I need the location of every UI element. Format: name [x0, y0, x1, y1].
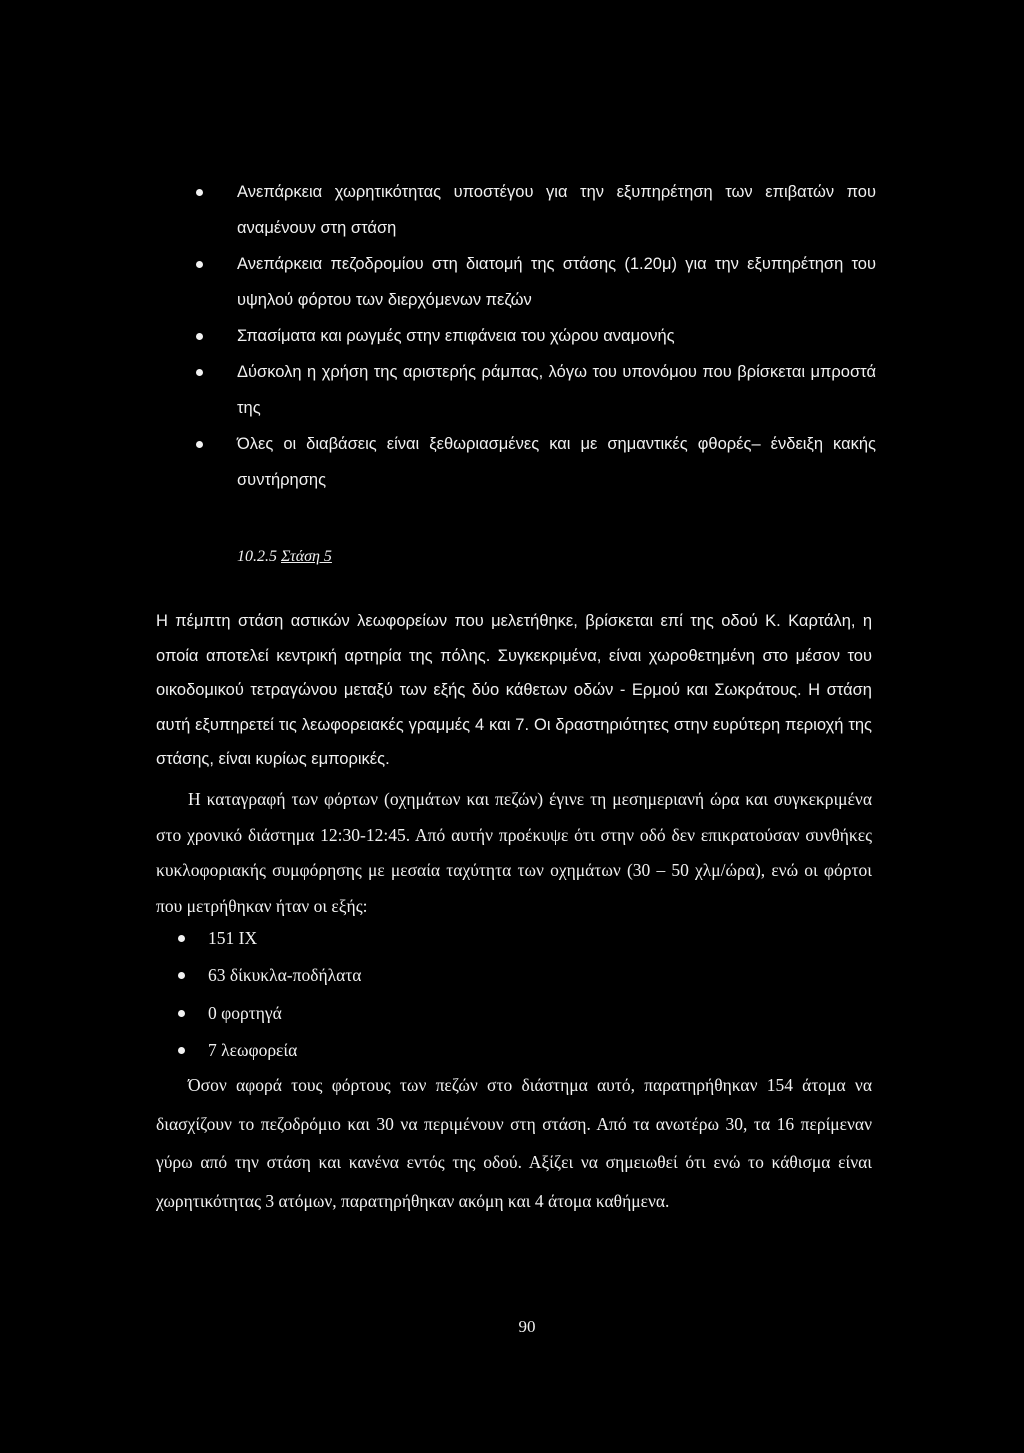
bullet-icon: [196, 441, 203, 448]
list-item-text: Όλες οι διαβάσεις είναι ξεθωριασμένες και με σημαντικές φθορές– ένδειξη κακής συντήρησης: [237, 435, 876, 489]
section-number: 10.2.5: [237, 548, 277, 565]
list-item-text: Ανεπάρκεια πεζοδρομίου στη διατομή της στάσης (1.20μ) για την εξυπηρέτηση του υψηλού φόρτου των διερχόμενων πεζών: [237, 255, 876, 309]
list-item: [196, 174, 876, 246]
list-item: [196, 246, 876, 318]
bullet-icon: [178, 935, 185, 942]
list-item-text: 7 λεωφορεία: [208, 1039, 298, 1060]
stop-issues-list: [196, 174, 876, 498]
intro-paragraph: Η πέμπτη στάση αστικών λεωφορείων που μελετήθηκε, βρίσκεται επί της οδού Κ. Καρτάλη, η οποία αποτελεί κεντρική αρτηρία της πόλης. Συγκεκριμένα, είναι χωροθετημένη στο μέσον του οικοδομικού τετραγώνου μεταξύ των εξής δύο κάθετων οδών - Ερμού και Σωκράτους. Η στάση αυτή εξυπηρετεί τις λεωφορειακές γραμμές 4 και 7. Οι δραστηριότητες στην ευρύτερη περιοχή της στάσης, είναι κυρίως εμπορικές.: [156, 612, 872, 768]
list-item-text: 63 δίκυκλα-ποδήλατα: [208, 965, 362, 986]
counts-paragraph: Η καταγραφή των φόρτων (οχημάτων και πεζών) έγινε τη μεσημεριανή ώρα και συγκεκριμένα στο χρονικό διάστημα 12:30-12:45. Από αυτήν προέκυψε ότι στην οδό δεν επικρατούσαν συνθήκες κυκλοφοριακής συμφόρησης με μεσαία ταχύτητα των οχημάτων (30 – 50 χλμ/ώρα), ενώ οι φόρτοι που μετρήθηκαν ήταν οι εξής:: [156, 789, 872, 916]
list-item-text: 0 φορτηγά: [208, 1002, 282, 1023]
pedestrian-paragraph: Όσον αφορά τους φόρτους των πεζών στο διάστημα αυτό, παρατηρήθηκαν 154 άτομα να διασχίζουν το πεζοδρόμιο και 30 να περιμένουν στη στάση. Από τα ανωτέρω 30, τα 16 περίμεναν γύρω από την στάση και κανένα εντός της οδού. Αξίζει να σημειωθεί ότι ενώ το κάθισμα είναι χωρητικότητας 3 ατόμων, παρατηρήθηκαν ακόμη και 4 άτομα καθήμενα.: [156, 1075, 872, 1211]
vehicle-loads-list: [178, 920, 361, 1069]
bullet-icon: [178, 1047, 185, 1054]
list-item: [178, 1032, 361, 1069]
list-item: [178, 995, 361, 1032]
list-item-text: Σπασίματα και ρωγμές στην επιφάνεια του χώρου αναμονής: [237, 327, 675, 345]
list-item-text: Δύσκολη η χρήση της αριστερής ράμπας, λόγω του υπονόμου που βρίσκεται μπροστά της: [237, 363, 876, 417]
list-item-text: 151 ΙΧ: [208, 928, 258, 948]
section-title: Στάση 5: [281, 548, 332, 565]
bullet-icon: [196, 189, 203, 196]
bullet-icon: [178, 1010, 185, 1017]
list-item: [196, 318, 876, 354]
bullet-icon: [196, 333, 203, 340]
bullet-icon: [196, 369, 203, 376]
list-item: [178, 957, 361, 994]
section-heading: [237, 546, 332, 568]
bullet-icon: [196, 261, 203, 268]
page-number: 90: [518, 1317, 536, 1336]
list-item-text: Ανεπάρκεια χωρητικότητας υποστέγου για την εξυπηρέτηση των επιβατών που αναμένουν στη στάση: [237, 183, 876, 237]
list-item: [196, 354, 876, 426]
bullet-icon: [178, 972, 185, 979]
list-item: [178, 920, 361, 957]
list-item: [196, 426, 876, 498]
